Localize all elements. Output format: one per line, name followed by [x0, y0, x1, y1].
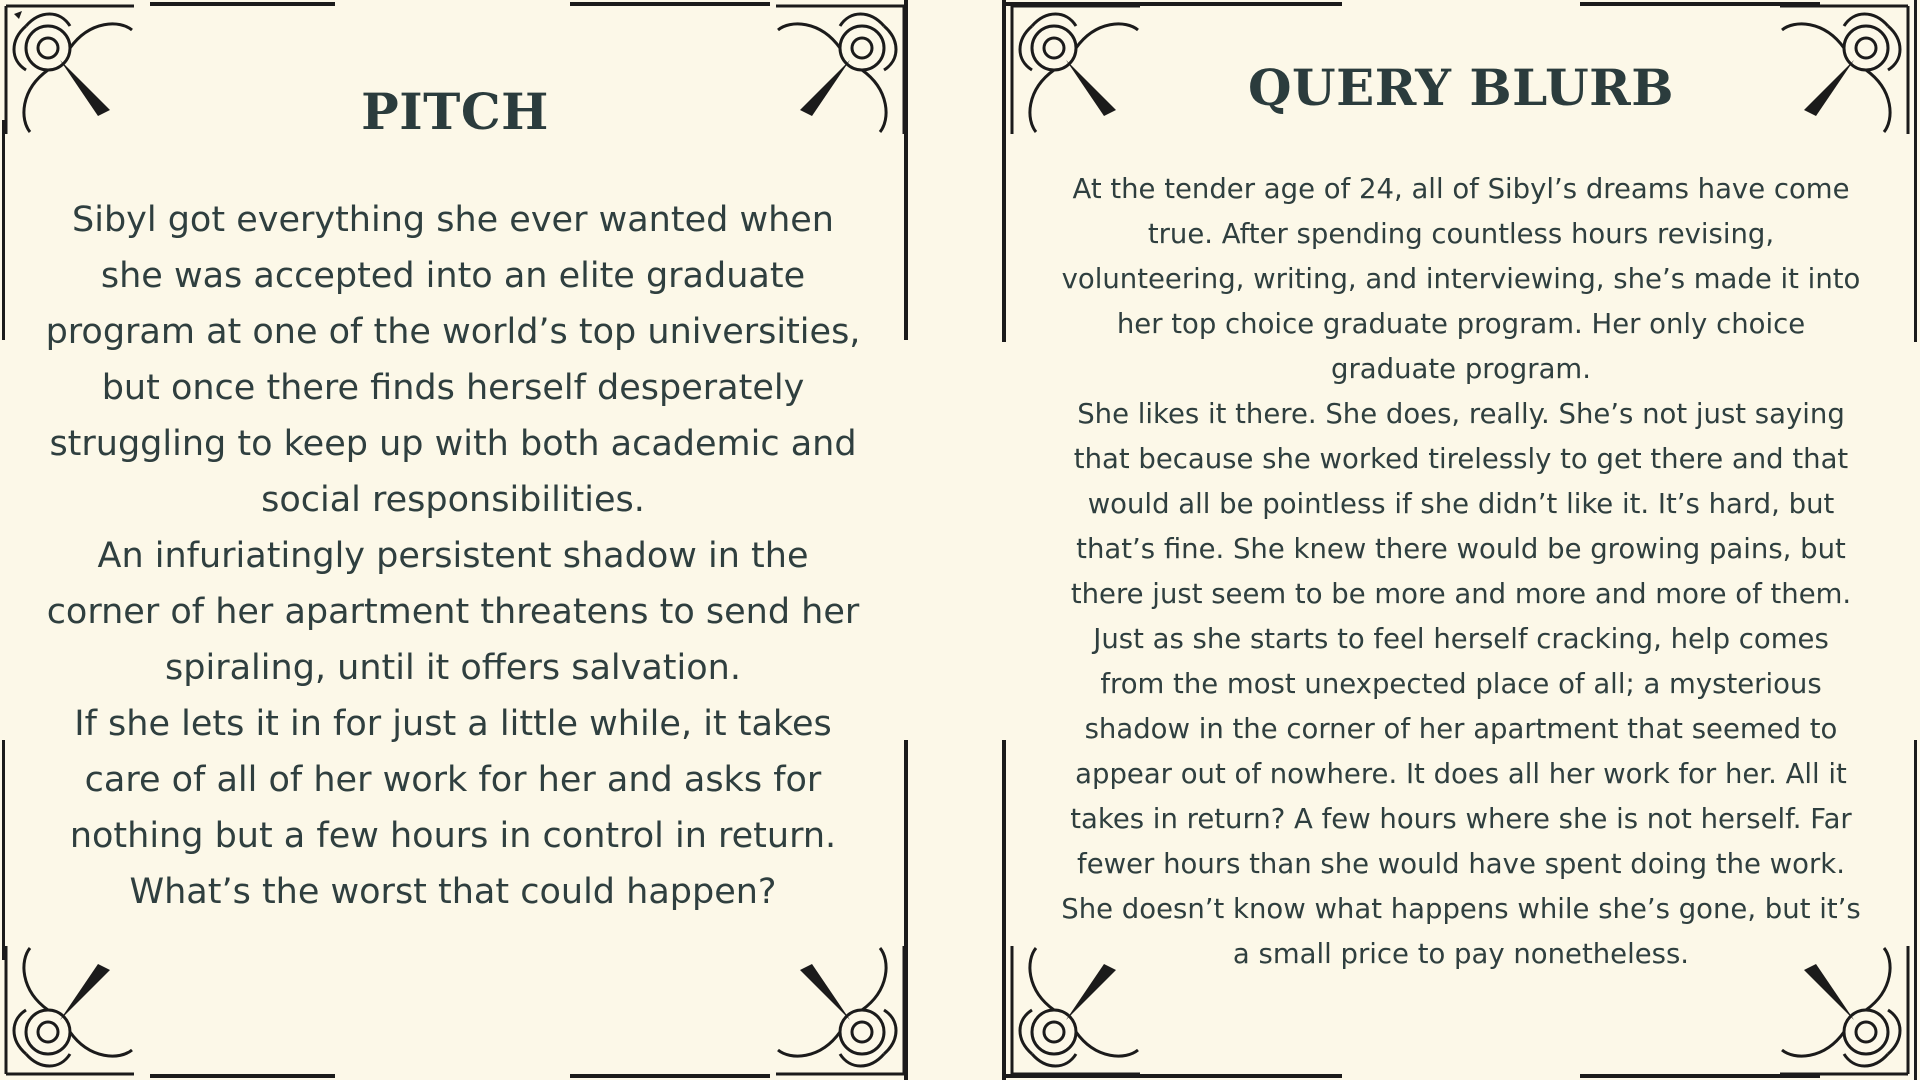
query-panel: [1002, 0, 1920, 1080]
frame-line-top-right: [570, 2, 770, 6]
pitch-paragraph: If she lets it in for just a little while, it takes care of all of her work for her and asks for nothing but a few hours in control in return. What’s the worst that could happen?: [69, 704, 837, 912]
pitch-body: [38, 192, 868, 920]
pitch-title: PITCH: [361, 82, 549, 141]
pitch-panel: [0, 0, 910, 1080]
frame-line-right-top: [1914, 0, 1917, 342]
frame-line-right-bottom: [1914, 740, 1917, 1080]
query-paragraph: At the tender age of 24, all of Sibyl’s dreams have come true. After spending countless hours revising, volunteering, writing, and interviewing, she’s made it into her top choice graduate program. Her only choice graduate program.: [1061, 173, 1861, 385]
frame-line-bottom-left: [150, 1074, 335, 1078]
frame-line-top-left: [150, 2, 335, 6]
corner-ornament-icon: [770, 940, 910, 1080]
corner-ornament-icon: [0, 940, 140, 1080]
query-body: [1057, 167, 1865, 977]
query-title: QUERY BLURB: [1248, 58, 1674, 117]
pitch-paragraph: Sibyl got everything she ever wanted when she was accepted into an elite graduate program at one of the world’s top universities, but once there finds herself desperately struggling to keep up with both academic and social responsibilities.: [45, 200, 861, 520]
query-paragraph: She likes it there. She does, really. She’s not just saying that because she worked tirelessly to get there and that would all be pointless if she didn’t like it. It’s hard, but that’s fine. She knew there would be growing pains, but there just seem to be more and more and more of them. Just as she starts to feel herself cracking, help comes from the most unexpected place of all; a mysterious shadow in the corner of her apartment that seemed to appear out of nowhere. It does all her work for her. All it takes in return? A few hours where she is not herself. Far fewer hours than she would have spent doing the work. She doesn’t know what happens while she’s gone, but it’s a small price to pay nonetheless.: [1061, 398, 1861, 970]
frame-line-bottom-right: [570, 1074, 770, 1078]
pitch-paragraph: An infuriatingly persistent shadow in the corner of her apartment threatens to send her spiraling, until it offers salvation.: [46, 536, 860, 688]
frame-line-left-top: [2, 120, 5, 340]
frame-line-left-bottom: [2, 740, 5, 960]
